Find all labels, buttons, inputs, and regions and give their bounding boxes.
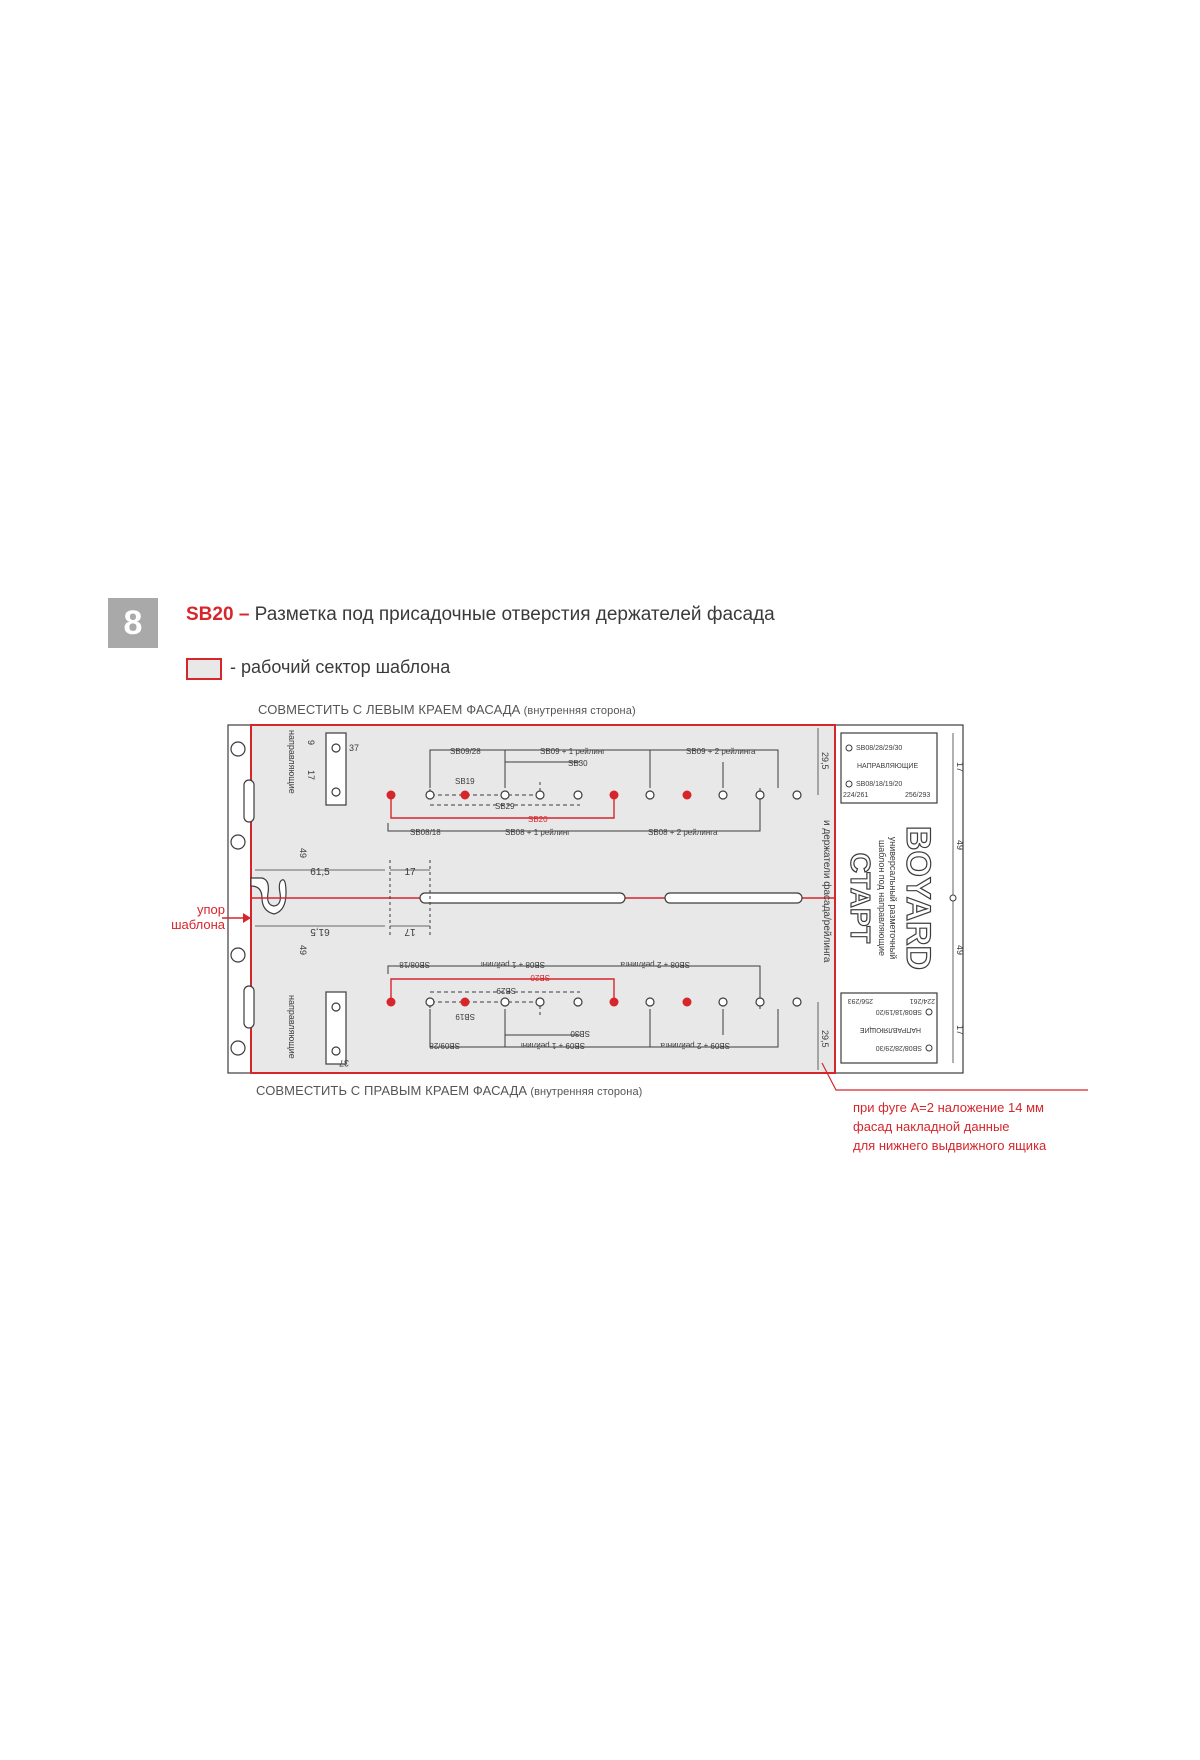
center-slot (420, 893, 625, 903)
guides-vertical-top: направляющие (287, 730, 297, 794)
binder-slot (244, 986, 254, 1028)
box-top-dims-left: 224/261 (843, 792, 869, 799)
red-hole (683, 791, 692, 800)
hole (756, 791, 764, 799)
guide-hole (332, 788, 340, 796)
hole (501, 791, 509, 799)
caption-bottom-main: СОВМЕСТИТЬ С ПРАВЫМ КРАЕМ ФАСАДА (256, 1083, 528, 1098)
stop-label-line2: шаблона (171, 917, 225, 932)
label-bottom-sb20: SB20 (530, 973, 550, 982)
label-bottom-sb09-28: SB09/28 (429, 1041, 460, 1050)
dim-9-left: 9 (306, 740, 316, 746)
title-dash: – (238, 604, 250, 625)
box-hole (846, 781, 852, 787)
hole (646, 998, 654, 1006)
dim-37-bottom: 37 (338, 1058, 349, 1068)
red-hole (683, 998, 692, 1007)
red-hole (610, 998, 619, 1007)
hole (426, 998, 434, 1006)
red-hole (387, 791, 396, 800)
dim-61-5-top: 61,5 (310, 867, 330, 878)
hole (756, 998, 764, 1006)
hole (501, 998, 509, 1006)
label-sb30: SB30 (568, 759, 588, 768)
dim-17-bottom: 17 (404, 926, 416, 937)
dim-17-right-top: 17 (955, 762, 965, 773)
box-top-line2: SB08/18/19/20 (856, 781, 903, 788)
label-bottom-sb09-2: SB09 + 2 рейлинга (660, 1041, 730, 1050)
label-sb08-18: SB08/18 (410, 828, 441, 837)
hole (646, 791, 654, 799)
product-name: СТАРТ (845, 852, 876, 944)
hole (793, 998, 801, 1006)
label-sb09-28: SB09/28 (450, 747, 481, 756)
label-bottom-sb19: SB19 (455, 1012, 475, 1021)
guide-hole (332, 1047, 340, 1055)
binder-hole (231, 742, 245, 756)
label-bottom-sb08-2: SB08 + 2 рейлинга (620, 960, 690, 969)
label-sb09-1: SB09 + 1 рейлинг (540, 747, 606, 756)
label-sb29: SB29 (495, 802, 515, 811)
dim-29-5-bottom: 29,5 (820, 1030, 830, 1048)
brand-subtitle-2: шаблон под направляющие (877, 840, 887, 956)
label-bottom-sb08-1: SB08 + 1 рейлинг (479, 960, 545, 969)
binder-hole (231, 1041, 245, 1055)
box-top-dims-right: 256/293 (905, 792, 931, 799)
box-bottom-title: НАПРАВЛЯЮЩИЕ (859, 1026, 921, 1033)
red-hole (461, 791, 470, 800)
red-hole (610, 791, 619, 800)
title-code: SB20 (186, 604, 234, 625)
guide-hole (332, 1003, 340, 1011)
hole (793, 791, 801, 799)
label-sb08-1: SB08 + 1 рейлинг (505, 828, 571, 837)
dim-29-5-top: 29,5 (820, 752, 830, 770)
hole (719, 791, 727, 799)
dim-37-top: 37 (349, 743, 360, 753)
dim-49-left-top: 49 (298, 848, 308, 859)
label-sb09-2: SB09 + 2 рейлинга (686, 747, 756, 756)
binder-slot (244, 780, 254, 822)
caption-bottom-small: (внутренняя сторона) (527, 1086, 643, 1098)
box-hole (846, 745, 852, 751)
guide-hole (332, 744, 340, 752)
dim-49-right-bottom: 49 (955, 945, 965, 956)
side-vertical-text: и держатели фасада/рейлинга (821, 820, 832, 963)
red-hole (461, 998, 470, 1007)
step-number: 8 (123, 603, 143, 642)
center-slot (665, 893, 802, 903)
brand-subtitle-1: универсальный разметочный (888, 836, 898, 960)
brand-logo: BOYARD (899, 825, 937, 971)
dim-17-top: 17 (404, 867, 416, 878)
note-line2: фасад накладной данные (853, 1119, 1010, 1134)
box-hole (926, 1009, 932, 1015)
box-bottom-dims-right: 256/293 (847, 997, 873, 1004)
dim-49-right-top: 49 (955, 840, 965, 851)
dim-61-5-bottom: 61,5 (310, 926, 330, 937)
center-mark (950, 895, 956, 901)
note-line1: при фуге А=2 наложение 14 мм (853, 1100, 1044, 1115)
hole (426, 791, 434, 799)
hole (574, 998, 582, 1006)
dim-49-left-bottom: 49 (298, 945, 308, 956)
label-sb20: SB20 (528, 815, 548, 824)
box-top-line1: SB08/28/29/30 (856, 745, 903, 752)
binder-hole (231, 948, 245, 962)
hole (536, 791, 544, 799)
label-bottom-sb08-18: SB08/18 (399, 960, 430, 969)
box-bottom-line1: SB08/28/29/30 (875, 1044, 922, 1051)
label-bottom-sb30: SB30 (570, 1029, 590, 1038)
caption-top-small: (внутренняя сторона) (520, 705, 636, 717)
box-bottom-line2: SB08/18/19/20 (875, 1008, 922, 1015)
label-sb19: SB19 (455, 777, 475, 786)
label-bottom-sb29: SB29 (496, 986, 516, 995)
binder-hole (231, 835, 245, 849)
hole (719, 998, 727, 1006)
hole (536, 998, 544, 1006)
box-hole (926, 1045, 932, 1051)
note-line3: для нижнего выдвижного ящика (853, 1138, 1047, 1153)
guides-vertical-bottom: направляющие (287, 995, 297, 1059)
label-sb08-2: SB08 + 2 рейлинга (648, 828, 718, 837)
title-text: Разметка под присадочные отверстия держателей фасада (249, 604, 775, 625)
caption-top-main: СОВМЕСТИТЬ С ЛЕВЫМ КРАЕМ ФАСАДА (258, 702, 521, 717)
hole (574, 791, 582, 799)
label-bottom-sb09-1: SB09 + 1 рейлинг (519, 1041, 585, 1050)
dim-17-left: 17 (306, 770, 316, 781)
box-bottom-dims-left: 224/261 (909, 997, 935, 1004)
legend-text: - рабочий сектор шаблона (230, 657, 451, 677)
box-top-title: НАПРАВЛЯЮЩИЕ (857, 763, 919, 770)
stop-label-line1: упор (197, 902, 225, 917)
red-hole (387, 998, 396, 1007)
dim-17-right-bottom: 17 (955, 1025, 965, 1036)
